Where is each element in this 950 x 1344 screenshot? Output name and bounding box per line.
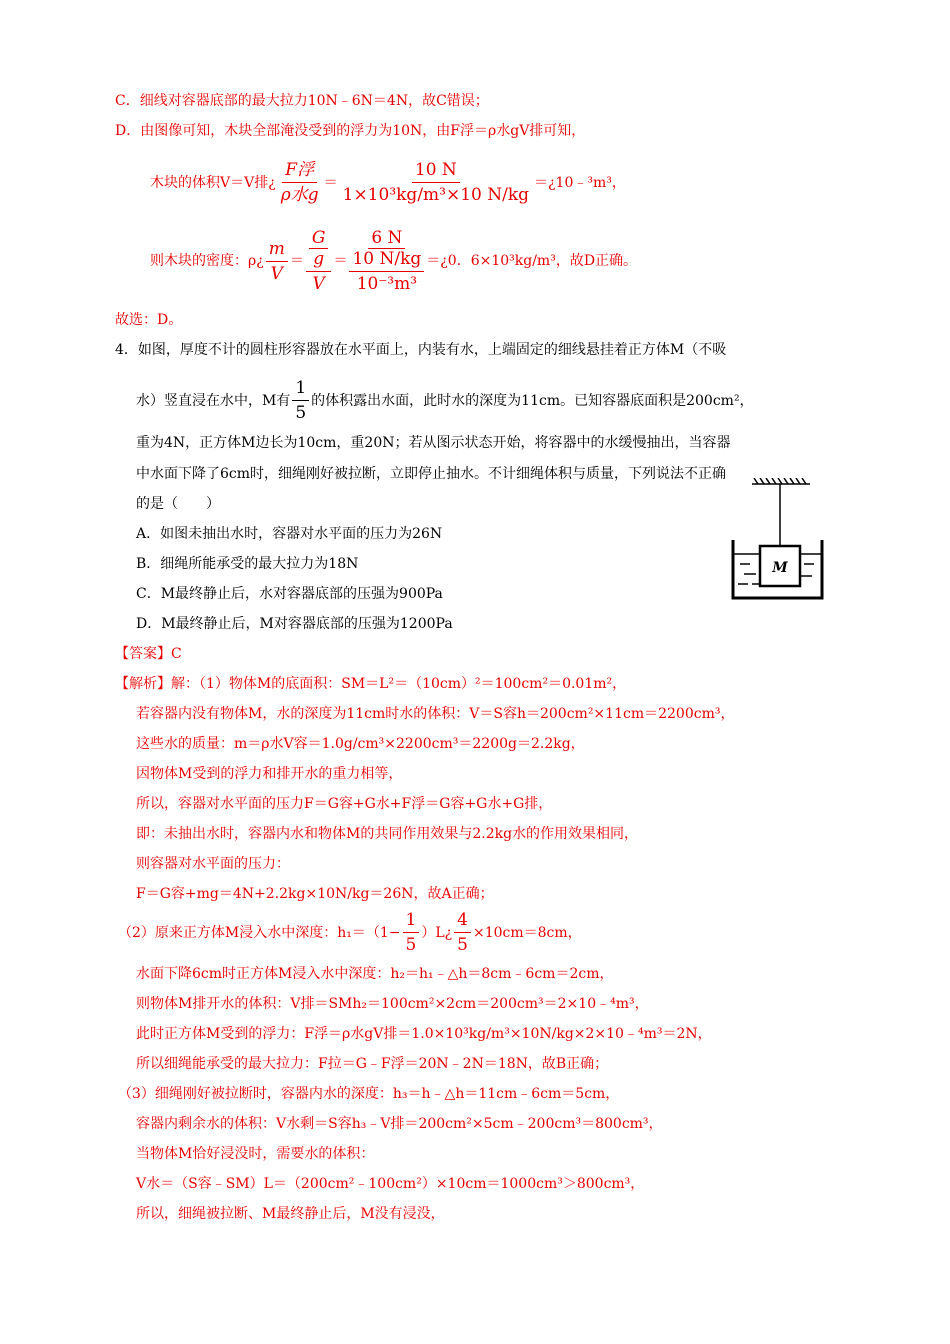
analysis-text-1: 解：（1）物体M的底面积：SM＝L²＝（10cm）²＝100cm²＝0.01m²， <box>171 676 627 692</box>
analysis-line-8: F＝G容+mg＝4N+2.2kg×10N/kg＝26N，故A正确； <box>136 886 494 902</box>
analysis-line-1 <box>115 674 626 694</box>
option-a: A．如图未抽出水时，容器对水平面的压力为26N <box>136 526 443 542</box>
question-number: 4． <box>115 342 138 358</box>
option-b: B．细绳所能承受的最大拉力为18N <box>136 556 359 572</box>
analysis-frac1-den: 5 <box>405 935 417 955</box>
analysis-text-9c: ×10cm＝8cm， <box>472 924 582 941</box>
volume-frac2-num: 10 N <box>412 160 460 183</box>
question-text-2a: 水）竖直浸在水中，M有 <box>136 392 291 409</box>
question-line-5: 的是（ ） <box>136 496 220 512</box>
density-frac1-num: m <box>266 239 288 262</box>
volume-fraction-2 <box>340 160 532 205</box>
option-c: C．M最终静止后，水对容器底部的压强为900Pa <box>136 586 443 602</box>
analysis-line-7: 则容器对水平面的压力： <box>136 856 290 872</box>
analysis-line-4: 因物体M受到的浮力和排开水的重力相等， <box>136 766 403 782</box>
analysis-text-9a: （2）原来正方体M浸入水中深度：h₁＝（1− <box>118 924 401 941</box>
analysis-line-6: 即：未抽出水时，容器内水和物体M的共同作用效果与2.2kg水的作用效果相同， <box>136 826 639 842</box>
wood-density-formula: 则木块的密度：ρ¿ $\frac{m}{V}$ ＝ G g V ＝ 6 N 10 N/kg 10⁻³m³ ＝¿0．6×10³kg/m³，故D正确。 <box>150 228 638 294</box>
density-fraction-3 <box>349 228 424 294</box>
density-frac2-num-bot: g <box>313 249 325 269</box>
container-figure <box>730 478 840 606</box>
question-line-2 <box>136 378 754 423</box>
density-frac3-num-top: 6 N <box>368 228 405 249</box>
solution-conclusion: 故选：D。 <box>115 312 183 328</box>
cube-m-label: M <box>772 560 788 576</box>
analysis-tag: 【解析】 <box>115 676 171 692</box>
analysis-line-16: 当物体M恰好浸没时，需要水的体积： <box>136 1146 375 1162</box>
density-frac1-den: V <box>270 263 283 284</box>
density-fraction-1 <box>266 239 288 284</box>
analysis-line-15: 容器内剩余水的体积：V水剩＝S容h₃﹣V排＝200cm²×5cm﹣200cm³＝800cm³， <box>136 1116 663 1132</box>
wood-volume-formula <box>150 160 626 205</box>
volume-frac1-num: F浮 <box>282 160 317 183</box>
volume-frac2-den: 1×10³kg/m³×10 N/kg <box>342 185 530 205</box>
answer-value: C <box>171 646 182 662</box>
question-fraction <box>292 378 309 423</box>
analysis-fraction-1 <box>403 910 420 955</box>
analysis-frac1-num: 1 <box>403 910 420 933</box>
solution-option-c: C．细线对容器底部的最大拉力10N﹣6N＝4N，故C错误； <box>115 93 489 109</box>
analysis-frac2-den: 5 <box>457 935 468 955</box>
volume-equals: ＝ <box>323 174 338 191</box>
question-text-1: 如图，厚度不计的圆柱形容器放在水平面上，内装有水，上端固定的细线悬挂着正方体M（不吸 <box>137 342 727 358</box>
density-frac2-den: V <box>312 274 325 294</box>
volume-suffix: ＝¿10﹣³m³， <box>534 174 626 191</box>
analysis-fraction-2 <box>454 910 471 955</box>
option-d: D．M最终静止后，M对容器底部的压强为1200Pa <box>136 616 453 632</box>
analysis-text-9b: ）L¿ <box>421 924 453 941</box>
volume-frac1-den: ρ水g <box>280 185 319 205</box>
answer-tag: 【答案】 <box>115 646 171 662</box>
density-frac2-num-top: G <box>309 228 329 249</box>
density-prefix: 则木块的密度：ρ¿ <box>150 253 264 269</box>
density-frac3-num-bot: 10 N/kg <box>352 249 422 269</box>
analysis-line-17: V水＝（S容﹣SM）L＝（200cm²﹣100cm²）×10cm＝1000cm³＞800cm³， <box>136 1176 645 1192</box>
question-line-4: 中水面下降了6cm时，细绳刚好被拉断，立即停止抽水。不计细绳体积与质量，下列说法不正确 <box>136 466 727 482</box>
ceiling-hatch <box>752 478 810 484</box>
question-text-2b: 的体积露出水面，此时水的深度为11cm。已知容器底面积是200cm²， <box>311 392 754 409</box>
analysis-line-13: 所以细绳能承受的最大拉力：F拉＝G﹣F浮＝20N﹣2N＝18N，故B正确； <box>136 1056 609 1072</box>
analysis-line-9 <box>118 910 582 955</box>
question-frac-den: 5 <box>295 403 307 423</box>
density-suffix: ＝¿0．6×10³kg/m³，故D正确。 <box>426 253 638 269</box>
analysis-line-2: 若容器内没有物体M，水的深度为11cm时水的体积：V＝S容h＝200cm²×11cm＝2200cm³， <box>136 706 735 722</box>
question-frac-num: 1 <box>292 378 309 401</box>
question-line-1 <box>115 340 726 360</box>
volume-prefix: 木块的体积V＝V排¿ <box>150 174 276 191</box>
density-frac2-num <box>306 228 332 272</box>
analysis-line-14: （3）细绳刚好被拉断时，容器内水的深度：h₃＝h﹣△h＝11cm﹣6cm＝5cm， <box>118 1086 620 1102</box>
question-line-3: 重为4N，正方体M边长为10cm，重20N；若从图示状态开始，将容器中的水缓慢抽出，当容器 <box>136 435 731 451</box>
analysis-line-3: 这些水的质量：m＝ρ水V容＝1.0g/cm³×2200cm³＝2200g＝2.2kg， <box>136 736 585 752</box>
density-frac3-den: 10⁻³m³ <box>356 274 418 294</box>
answer-line <box>115 644 182 664</box>
analysis-line-11: 则物体M排开水的体积：V排＝SMh₂＝100cm²×2cm＝200cm³＝2×10﹣⁴m³， <box>136 996 649 1012</box>
density-frac3-num <box>349 228 424 272</box>
analysis-frac2-num: 4 <box>454 910 471 933</box>
analysis-line-10: 水面下降6cm时正方体M浸入水中深度：h₂＝h₁﹣△h＝8cm﹣6cm＝2cm， <box>136 966 614 982</box>
analysis-line-5: 所以，容器对水平面的压力F＝G容+G水+F浮＝G容+G水+G排， <box>136 796 553 812</box>
density-fraction-2 <box>306 228 332 294</box>
analysis-line-18: 所以，细绳被拉断、M最终静止后，M没有浸没， <box>136 1206 445 1222</box>
volume-fraction-1 <box>278 160 322 205</box>
analysis-line-12: 此时正方体M受到的浮力：F浮＝ρ水gV排＝1.0×10³kg/m³×10N/kg×2×10﹣⁴m³＝2N， <box>136 1026 712 1042</box>
solution-option-d: D．由图像可知，木块全部淹没受到的浮力为10N，由F浮＝ρ水gV排可知， <box>115 123 586 139</box>
